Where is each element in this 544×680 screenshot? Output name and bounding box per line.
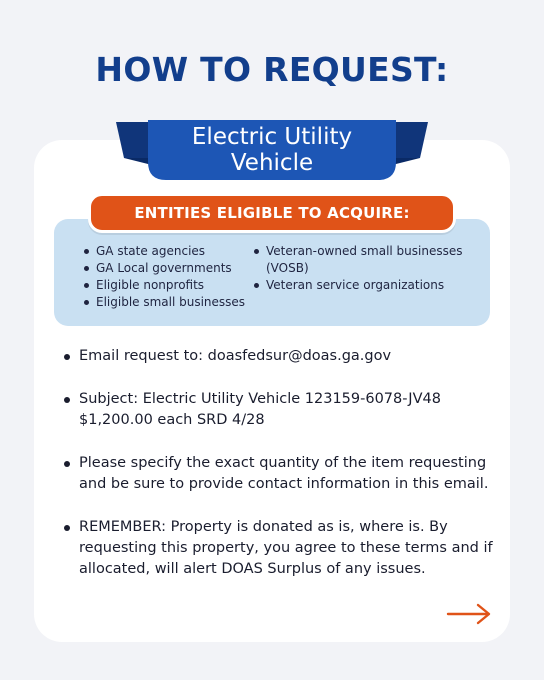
step-quantity: Please specify the exact quantity of the item requesting and be sure to provide contact information in this email. xyxy=(62,453,494,495)
ribbon-label: Electric Utility Vehicle xyxy=(191,124,353,176)
step-remember: REMEMBER: Property is donated as is, where is. By requesting this property, you agree to these terms and if allocated, will alert DOAS Surplus of any issues. xyxy=(62,517,494,580)
step-email: Email request to: doasfedsur@doas.ga.gov xyxy=(62,346,494,367)
request-steps xyxy=(62,346,494,602)
eligible-list-left xyxy=(82,243,252,311)
arrow-right-icon[interactable] xyxy=(446,603,492,625)
list-item: Eligible nonprofits xyxy=(82,277,252,294)
page-title: HOW TO REQUEST: xyxy=(95,50,449,89)
eligible-heading: ENTITIES ELIGIBLE TO ACQUIRE: xyxy=(88,193,456,233)
list-item: Eligible small businesses xyxy=(82,294,252,311)
step-subject: Subject: Electric Utility Vehicle 123159-6078-JV48 $1,200.00 each SRD 4/28 xyxy=(62,389,494,431)
list-item: Veteran-owned small businesses (VOSB) xyxy=(252,243,478,277)
list-item: GA Local governments xyxy=(82,260,252,277)
list-item: Veteran service organizations xyxy=(252,277,478,294)
title-ribbon xyxy=(116,118,428,184)
list-item: GA state agencies xyxy=(82,243,252,260)
eligible-list-right xyxy=(252,243,478,294)
